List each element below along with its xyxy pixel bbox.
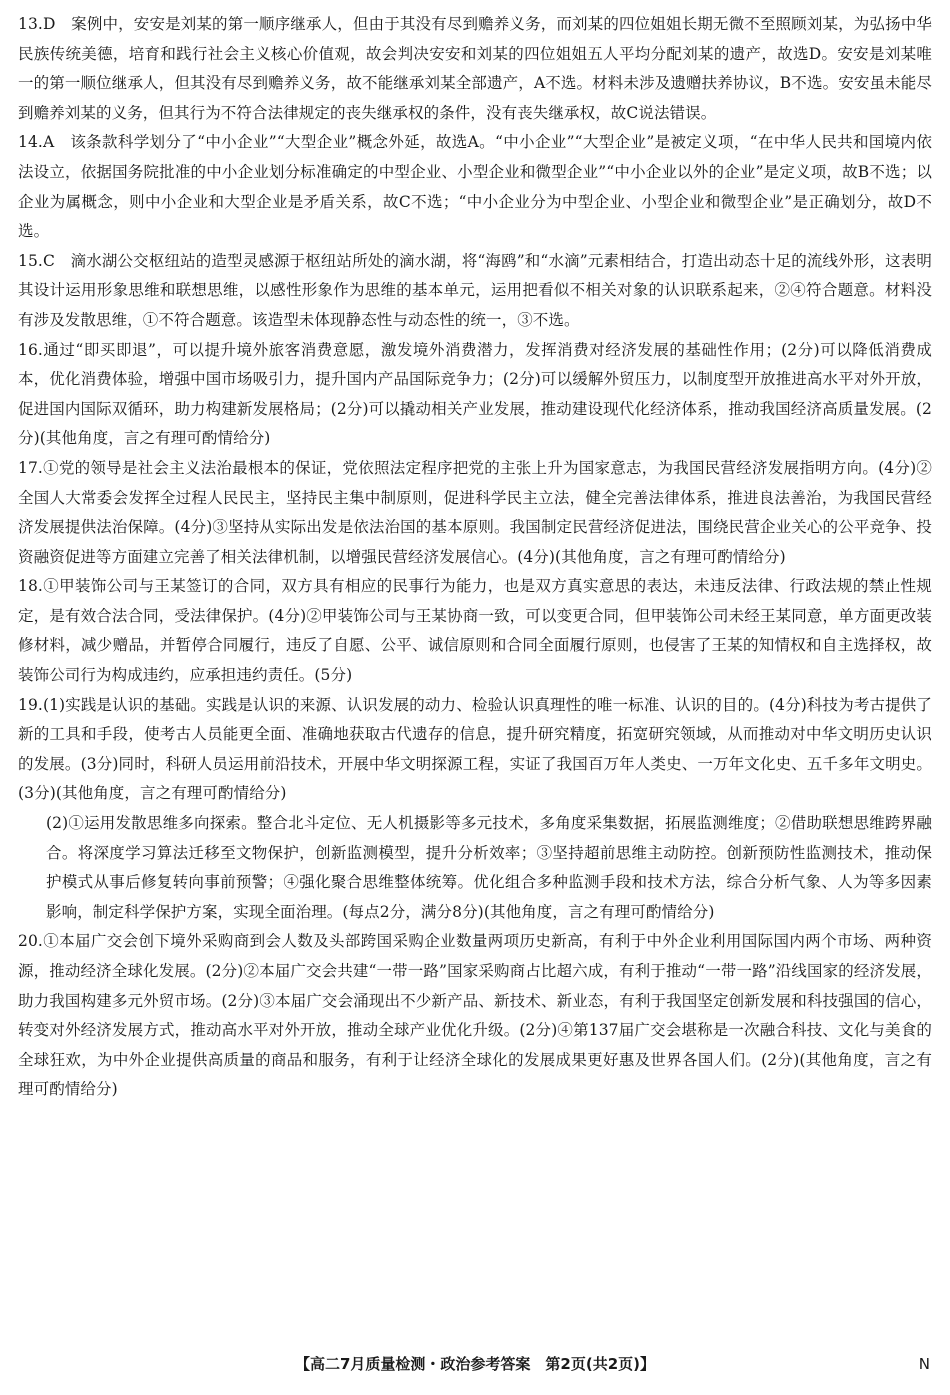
answer-13 xyxy=(18,10,932,128)
answer-text: 17.①党的领导是社会主义法治最根本的保证，党依照法定程序把党的主张上升为国家意志，为我国民营经济发展指明方向。(4分)②全国人大常委会发挥全过程人民民主，坚持民主集中制原则，促进科学民主立法，健全完善法律体系，推进良法善治，为我国民营经济发展提供法治保障。(4分)③坚持从实际出发是依法治国的基本原则。我国制定民营经济促进法，围绕民营企业关心的公平竞争、投资融资促进等方面建立完善了相关法律机制，以增强民营经济发展信心。(4分)(其他角度，言之有理可酌情给分) xyxy=(18,458,932,566)
answer-subpart: (2)①运用发散思维多向探索。整合北斗定位、无人机摄影等多元技术，多角度采集数据，拓展监测维度；②借助联想思维跨界融合。将深度学习算法迁移至文物保护，创新监测模型，提升分析效率；③坚持超前思维主动防控。创新预防性监测技术，推动保护模式从事后修复转向事前预警；④强化聚合思维整体统筹。优化组合多种监测手段和技术方法，综合分析气象、人为等多因素影响，制定科学保护方案，实现全面治理。(每点2分，满分8分)(其他角度，言之有理可酌情给分) xyxy=(46,814,932,921)
answer-17 xyxy=(18,454,932,572)
answer-text: 14.A 该条款科学划分了“中小企业”“大型企业”概念外延，故选A。“中小企业”“大型企业”是被定义项，“在中华人民共和国境内依法设立，依据国务院批准的中小企业划分标准确定的中型企业、小型企业和微型企业”“中小企业以外的企业”是定义项，故B不选；以企业为属概念，则中小企业和大型企业是矛盾关系，故C不选；“中小企业分为中型企业、小型企业和微型企业”是正确划分，故D不选。 xyxy=(18,133,932,241)
answer-19 xyxy=(18,691,932,928)
answer-text: 19.(1)实践是认识的基础。实践是认识的来源、认识发展的动力、检验认识真理性的唯一标准、认识的目的。(4分)科技为考古提供了新的工具和手段，使考古人员能更全面、准确地获取古代遗存的信息，提升研究精度，拓宽研究领域，从而推动对中华文明历史认识的发展。(3分)同时，科研人员运用前沿技术，开展中华文明探源工程，实证了我国百万年人类史、一万年文化史、五千多年文明史。(3分)(其他角度，言之有理可酌情给分) xyxy=(18,695,932,803)
answer-text: 15.C 滴水湖公交枢纽站的造型灵感源于枢纽站所处的滴水湖，将“海鸥”和“水滴”元素相结合，打造出动态十足的流线外形，这表明其设计运用形象思维和联想思维，以感性形象作为思维的基本单元，运用把看似不相关对象的认识联系起来，②④符合题意。材料没有涉及发散思维，①不符合题意。该造型未体现静态性与动态性的统一，③不选。 xyxy=(18,251,932,329)
footer-code: N xyxy=(918,1355,930,1373)
answer-text: 16.通过“即买即退”，可以提升境外旅客消费意愿，激发境外消费潜力，发挥消费对经济发展的基础性作用；(2分)可以降低消费成本，优化消费体验，增强中国市场吸引力，提升国内产品国际竞争力；(2分)可以缓解外贸压力，以制度型开放推进高水平对外开放，促进国内国际双循环，助力构建新发展格局；(2分)可以撬动相关产业发展，推动建设现代化经济体系，推动我国经济高质量发展。(2分)(其他角度，言之有理可酌情给分) xyxy=(18,340,932,448)
answer-15 xyxy=(18,247,932,336)
answer-20 xyxy=(18,927,932,1105)
answer-list xyxy=(18,10,932,1105)
answer-18 xyxy=(18,572,932,690)
answer-14 xyxy=(18,128,932,246)
answer-16 xyxy=(18,336,932,454)
page-footer: 【高二7月质量检测・政治参考答案 第2页(共2页)】 xyxy=(294,1355,656,1373)
answer-text: 13.D 案例中，安安是刘某的第一顺序继承人，但由于其没有尽到赡养义务，而刘某的四位姐姐长期无微不至照顾刘某，为弘扬中华民族传统美德，培育和践行社会主义核心价值观，故会判决安安和刘某的四位姐姐五人平均分配刘某的遗产，故选D。安安是刘某唯一的第一顺位继承人，但其没有尽到赡养义务，故不能继承刘某全部遗产，A不选。材料未涉及遗赠扶养协议，B不选。安安虽未能尽到赡养刘某的义务，但其行为不符合法律规定的丧失继承权的条件，没有丧失继承权，故C说法错误。 xyxy=(18,15,932,122)
answer-text: 20.①本届广交会创下境外采购商到会人数及头部跨国采购企业数量两项历史新高，有利于中外企业利用国际国内两个市场、两种资源，推动经济全球化发展。(2分)②本届广交会共建“一带一路”国家采购商占比超六成，有利于推动“一带一路”沿线国家的经济发展，助力我国构建多元外贸市场。(2分)③本届广交会涌现出不少新产品、新技术、新业态，有利于我国坚定创新发展和科技强国的信心，转变对外经济发展方式，推动高水平对外开放，推动全球产业优化升级。(2分)④第137届广交会堪称是一次融合科技、文化与美食的全球狂欢，为中外企业提供高质量的商品和服务，有利于让经济全球化的发展成果更好惠及世界各国人们。(2分)(其他角度，言之有理可酌情给分) xyxy=(18,932,932,1099)
answer-text: 18.①甲装饰公司与王某签订的合同，双方具有相应的民事行为能力，也是双方真实意思的表达，未违反法律、行政法规的禁止性规定，是有效合法合同，受法律保护。(4分)②甲装饰公司与王某协商一致，可以变更合同，但甲装饰公司未经王某同意，单方面更改装修材料，减少赠品，并暂停合同履行，违反了自愿、公平、诚信原则和合同全面履行原则，也侵害了王某的知情权和自主选择权，故装饰公司行为构成违约，应承担违约责任。(5分) xyxy=(18,577,932,685)
